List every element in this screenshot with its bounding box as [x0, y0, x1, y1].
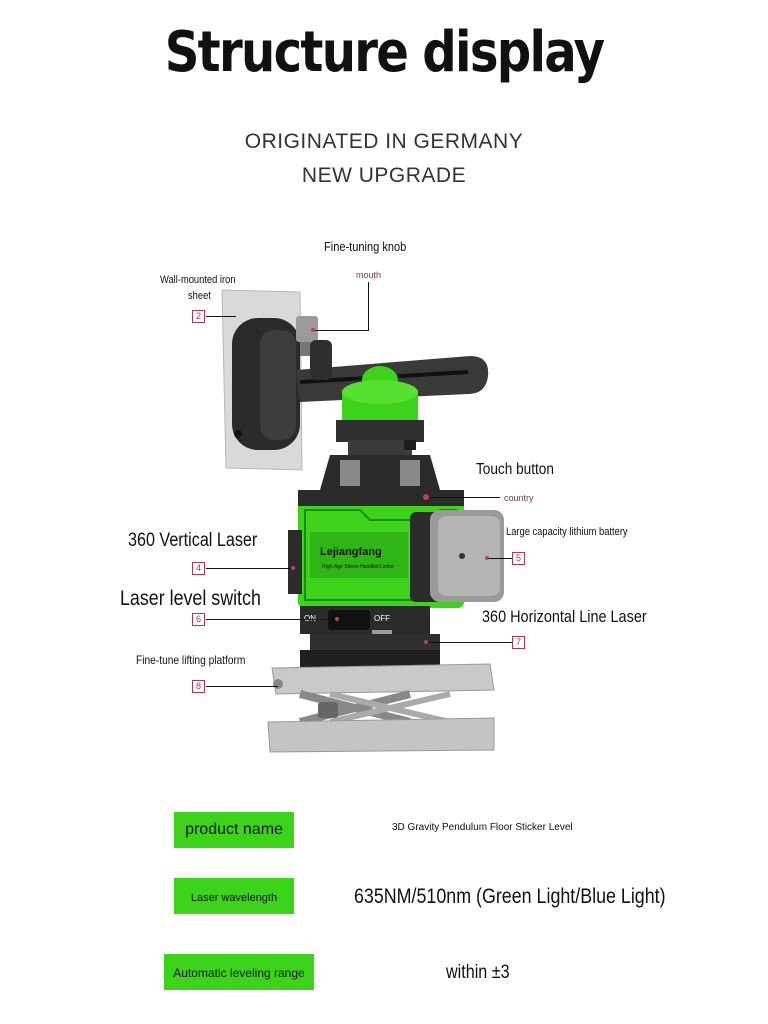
device-brand: Lejiangfang — [320, 546, 382, 558]
leader-touch-button — [430, 497, 500, 498]
switch-band-image — [300, 606, 440, 652]
marker-5: 5 — [512, 552, 525, 565]
marker-8: 8 — [192, 680, 205, 693]
vertical-laser-dot — [291, 566, 295, 570]
leader-battery — [488, 558, 512, 559]
callout-battery: Large capacity lithium battery — [506, 526, 628, 538]
switch-off-label: OFF — [374, 614, 390, 623]
spec-badge-wavelength: Laser wavelength — [174, 878, 294, 914]
horizontal-laser-dot — [424, 640, 428, 644]
leader-knob-horizontal — [314, 330, 369, 331]
leader-horizontal-laser — [428, 642, 512, 643]
spec-value-wavelength: 635NM/510nm (Green Light/Blue Light) — [354, 885, 666, 908]
device-brand-sub: High-Age Shiron Handled Limbo — [322, 564, 394, 570]
spec-badge-leveling: Automatic leveling range — [164, 954, 314, 990]
callout-touch-button: Touch button — [476, 461, 554, 478]
callout-lifting-platform: Fine-tune lifting platform — [136, 653, 246, 667]
battery-dot — [485, 556, 489, 560]
knob-marker-dot — [311, 328, 315, 332]
callout-wall-mounted-1: Wall-mounted iron — [160, 274, 236, 286]
callout-wall-mounted-2: sheet — [188, 290, 211, 302]
spec-value-product-name: 3D Gravity Pendulum Floor Sticker Level — [392, 822, 573, 833]
marker-7: 7 — [512, 636, 525, 649]
callout-laser-switch: Laser level switch — [120, 587, 261, 610]
battery-image — [430, 510, 504, 602]
subtitle-origin: ORIGINATED IN GERMANY — [244, 130, 524, 153]
marker-2: 2 — [192, 310, 205, 323]
subtitle-upgrade: NEW UPGRADE — [301, 164, 467, 187]
page-title: Structure display — [164, 20, 604, 85]
spec-value-leveling: within ±3 — [446, 962, 510, 983]
wall-plate-image — [222, 290, 302, 470]
upper-housing-image — [320, 455, 440, 490]
switch-dot — [335, 617, 339, 621]
marker-4: 4 — [192, 562, 205, 575]
leader-laser-switch — [206, 619, 336, 620]
callout-fine-tuning-knob: Fine-tuning knob — [324, 239, 407, 254]
leader-lifting-platform — [206, 686, 278, 687]
callout-horizontal-laser: 360 Horizontal Line Laser — [482, 607, 647, 626]
leader-knob-vertical — [368, 282, 369, 330]
spec-badge-product-name: product name — [174, 812, 294, 848]
leader-vertical-laser — [206, 568, 292, 569]
callout-vertical-laser: 360 Vertical Laser — [128, 530, 258, 551]
callout-mouth: mouth — [356, 270, 382, 280]
callout-country: country — [504, 493, 534, 503]
leader-wall-plate — [206, 316, 236, 317]
lifting-platform-image — [268, 664, 494, 752]
marker-6: 6 — [192, 613, 205, 626]
